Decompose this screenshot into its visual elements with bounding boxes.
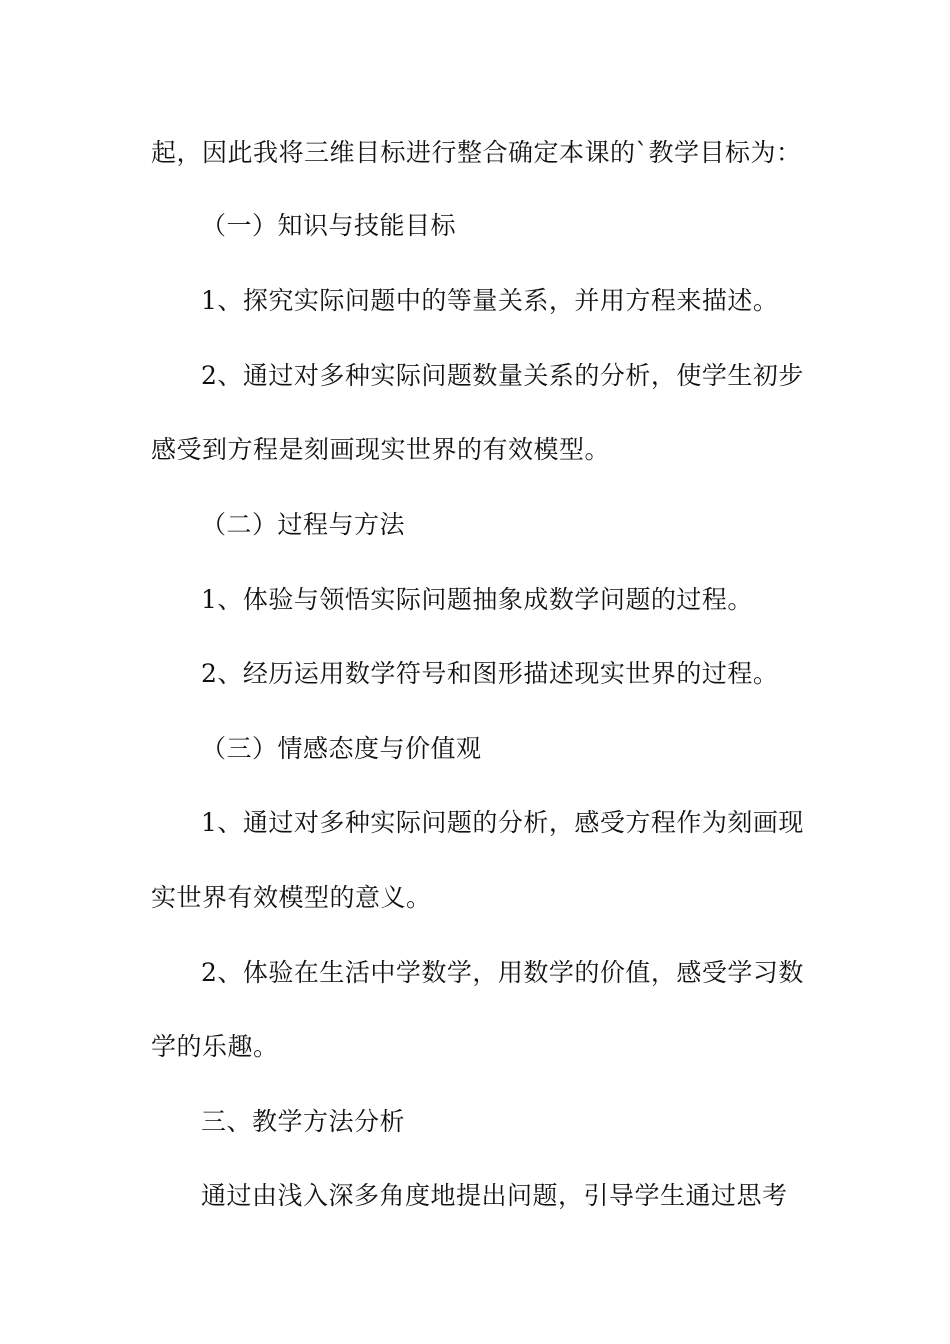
list-item-2-continued: 感受到方程是刻画现实世界的有效模型。 xyxy=(151,435,611,464)
list-item-2: 2、通过对多种实际问题数量关系的分析，使学生初步 xyxy=(201,361,804,390)
list-item-6: 2、体验在生活中学数学，用数学的价值，感受学习数 xyxy=(201,958,804,987)
section-heading-process-method: （二）过程与方法 xyxy=(201,510,406,539)
section-heading-emotion-values: （三）情感态度与价值观 xyxy=(201,734,482,763)
paragraph-line-1: 起，因此我将三维目标进行整合确定本课的`教学目标为： xyxy=(151,138,802,167)
list-item-5-continued: 实世界有效模型的意义。 xyxy=(151,883,432,912)
section-heading-teaching-method: 三、教学方法分析 xyxy=(201,1107,406,1136)
section-heading-knowledge-skills: （一）知识与技能目标 xyxy=(201,211,457,240)
list-item-6-continued: 学的乐趣。 xyxy=(151,1032,279,1061)
list-item-3: 1、体验与领悟实际问题抽象成数学问题的过程。 xyxy=(201,585,753,614)
list-item-5: 1、通过对多种实际问题的分析，感受方程作为刻画现 xyxy=(201,808,804,837)
paragraph-teaching-method: 通过由浅入深多角度地提出问题，引导学生通过思考 xyxy=(201,1181,788,1210)
list-item-1: 1、探究实际问题中的等量关系，并用方程来描述。 xyxy=(201,286,779,315)
list-item-4: 2、经历运用数学符号和图形描述现实世界的过程。 xyxy=(201,659,779,688)
